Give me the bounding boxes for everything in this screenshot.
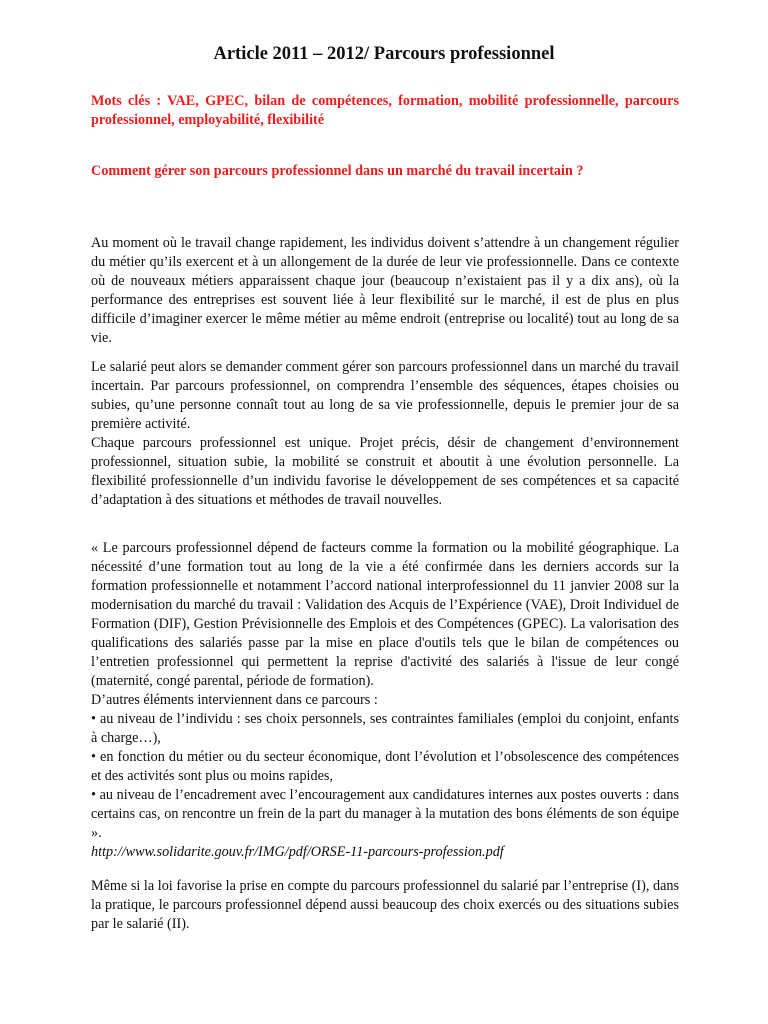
paragraph-conclusion: [91, 877, 679, 934]
paragraph-text: D’autres éléments interviennent dans ce parcours :: [91, 692, 378, 708]
paragraph-text: Au moment où le travail change rapidement, les individus doivent s’attendre à un changement régulier du métier qu’ils exercent et à un allongement de la durée de leur vie professionnelle. Dans ce contexte où de nouveaux métiers apparaissent chaque jour (beaucoup n’existaient pas il y a dix ans), où la performance des entreprises est souvent liée à leur flexibilité sur le marché, il est de plus en plus difficile d’imaginer exercer le même métier au même endroit (entreprise ou localité) tout au long de sa vie.: [91, 235, 679, 346]
main-question: Comment gérer son parcours professionnel dans un marché du travail incertain ?: [91, 163, 584, 179]
source-url: http://www.solidarite.gouv.fr/IMG/pdf/ORSE-11-parcours-profession.pdf: [91, 844, 504, 860]
list-item: • en fonction du métier ou du secteur économique, dont l’évolution et l’obsolescence des compétences et des activités sont plus ou moins rapides,: [91, 749, 679, 784]
paragraph-parcours: [91, 358, 679, 510]
paragraph-text: « Le parcours professionnel dépend de facteurs comme la formation ou la mobilité géographique. La nécessité d’une formation tout au long de la vie a été confirmée dans les derniers accords sur la formation professionnelle et notamment l’accord national interprofessionnel du 11 janvier 2008 sur la modernisation du marché du travail : Validation des Acquis de l’Expérience (VAE), Droit Individuel de Formation (DIF), Gestion Prévisionnelle des Emplois et des Compétences (GPEC). La valorisation des qualifications des salariés passe par la mise en place d'outils tels que le bilan de compétences ou l’entretien professionnel qui permettent la reprise d'activité des salariés à l'issue de leur congé (maternité, congé parental, période de formation).: [91, 540, 679, 689]
paragraph-intro: [91, 234, 679, 348]
list-item: • au niveau de l’encadrement avec l’encouragement aux candidatures internes aux postes ouverts : dans certains cas, on rencontre un frein de la part du manager à la mutation des bons éléments de son équipe ».: [91, 787, 679, 841]
paragraph-text: Chaque parcours professionnel est unique. Projet précis, désir de changement d’environnement professionnel, situation subie, la mobilité se construit et aboutit à une évolution personnelle. La flexibilité professionnelle d’un individu favorise le développement de ses compétences et sa capacité d’adaptation à des situations et méthodes de travail nouvelles.: [91, 435, 679, 508]
list-item: • au niveau de l’individu : ses choix personnels, ses contraintes familiales (emploi du conjoint, enfants à charge…),: [91, 711, 679, 746]
article-title: Article 2011 – 2012/ Parcours professionnel: [213, 44, 555, 64]
paragraph-quote: [91, 539, 679, 862]
paragraph-text: Le salarié peut alors se demander comment gérer son parcours professionnel dans un marché du travail incertain. Par parcours professionnel, on comprendra l’ensemble des séquences, étapes choisies ou subies, qu’une personne connaît tout au long de sa vie professionnelle, depuis le premier jour de sa première activité.: [91, 359, 679, 432]
keywords: Mots clés : VAE, GPEC, bilan de compétences, formation, mobilité professionnelle, parcours professionnel, employabilité, flexibilité: [91, 93, 679, 128]
paragraph-text: Même si la loi favorise la prise en compte du parcours professionnel du salarié par l’entreprise (I), dans la pratique, le parcours professionnel dépend aussi beaucoup des choix exercés ou des situations subies par le salarié (II).: [91, 878, 679, 932]
